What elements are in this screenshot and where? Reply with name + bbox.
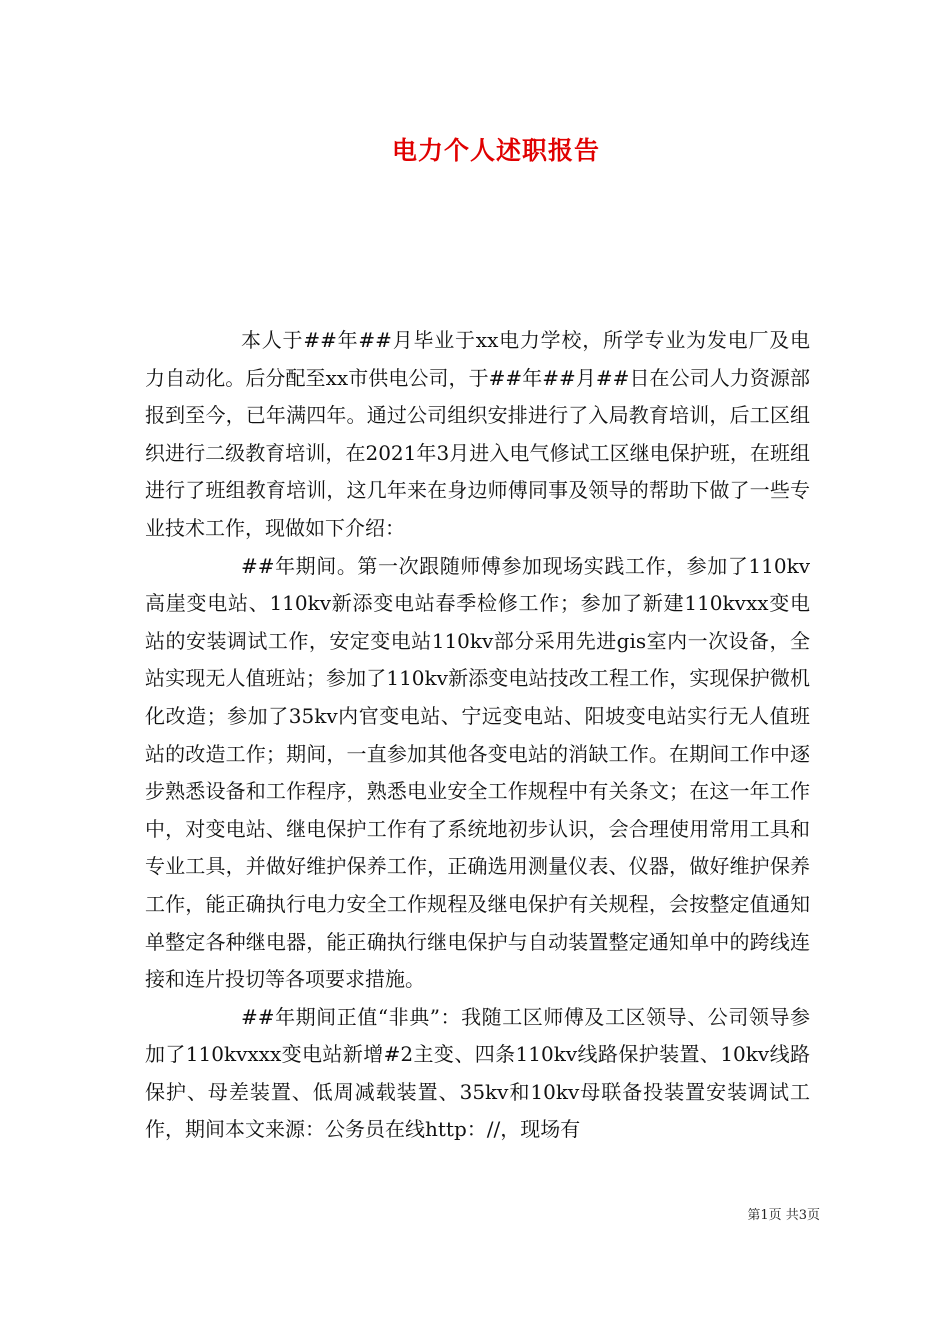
paragraph-intro: 本人于##年##月毕业于xx电力学校，所学专业为发电厂及电力自动化。后分配至xx市供电公司，于##年##月##日在公司人力资源部报到至今，已年满四年。通过公司组织安排进行了入局教育培训，后工区组织进行二级教育培训，在2021年3月进入电气修试工区继电保护班，在班组进行了班组教育培训，这几年来在身边师傅同事及领导的帮助下做了一些专业技术工作，现做如下介绍： [145, 328, 810, 540]
document-body [145, 322, 810, 1149]
document-title: 电力个人述职报告 [391, 136, 600, 165]
paragraph-year-two: ##年期间正值“非典”：我随工区师傅及工区领导、公司领导参加了110kvxxx变电站新增#2主变、四条110kv线路保护装置、10kv线路保护、母差装置、低周减载装置、35kv和10kv母联备投装置安装调试工作，期间本文来源：公务员在线http：//，现场有 [145, 1004, 810, 1142]
page-number: 第1页 共3页 [747, 1208, 820, 1223]
paragraph-year-one: ##年期间。第一次跟随师傅参加现场实践工作，参加了110kv高崖变电站、110kv新添变电站春季检修工作；参加了新建110kvxx变电站的安装调试工作，安定变电站110kv部分采用先进gis室内一次设备，全站实现无人值班站；参加了110kv新添变电站技改工程工作，实现保护微机化改造；参加了35kv内官变电站、宁远变电站、阳坡变电站实行无人值班站的改造工作；期间，一直参加其他各变电站的消缺工作。在期间工作中逐步熟悉设备和工作程序，熟悉电业安全工作规程中有关条文；在这一年工作中，对变电站、继电保护工作有了系统地初步认识，会合理使用常用工具和专业工具，并做好维护保养工作，正确选用测量仪表、仪器，做好维护保养工作，能正确执行电力安全工作规程及继电保护有关规程，会按整定值通知单整定各种继电器，能正确执行继电保护与自动装置整定通知单中的跨线连接和连片投切等各项要求措施。 [145, 553, 810, 992]
